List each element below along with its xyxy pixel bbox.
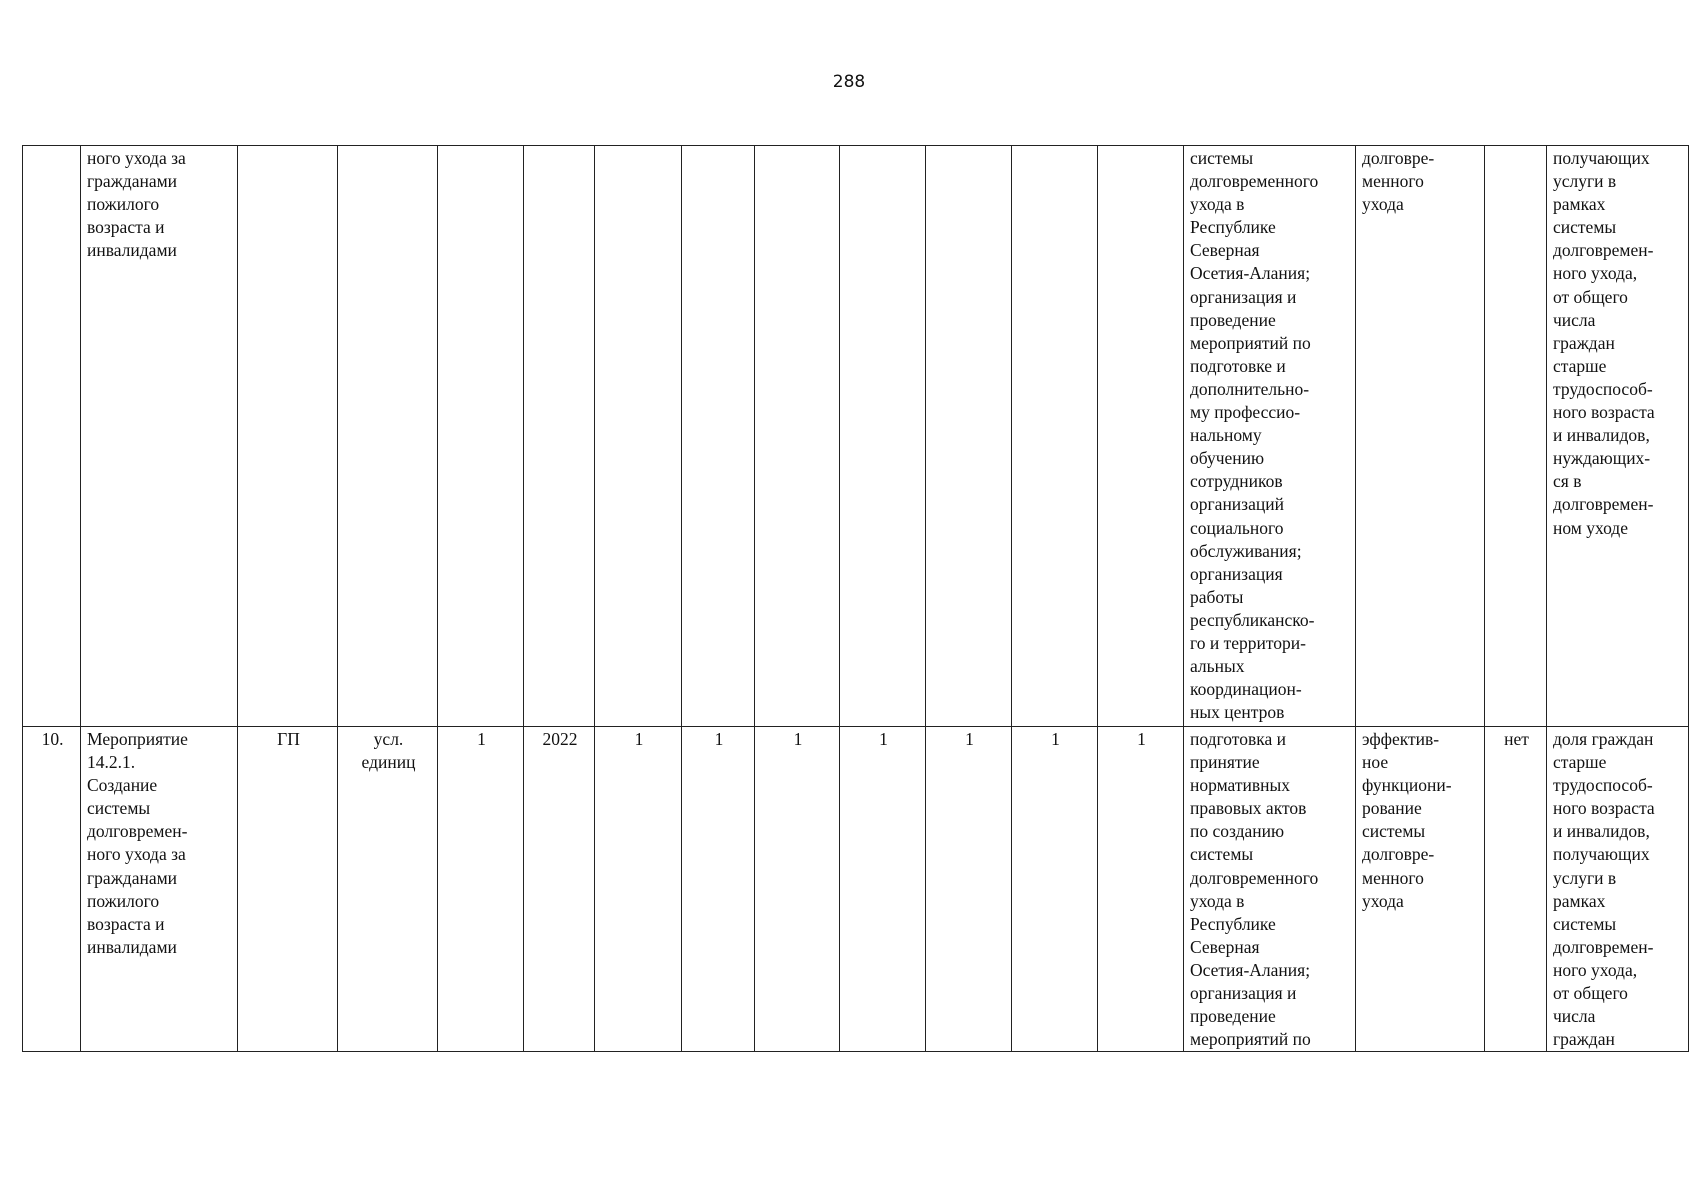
text-line: менного <box>1362 171 1424 192</box>
text-line: долговремен- <box>1553 936 1654 957</box>
cell-result <box>1356 727 1485 1052</box>
text-line: Создание <box>87 775 158 796</box>
cell-value-3 <box>755 146 840 727</box>
cell-value-1: 1 <box>595 727 682 1052</box>
text-line: возраста и <box>87 217 165 238</box>
text-line: долговремен- <box>1553 494 1654 515</box>
cell-tasks-text <box>1190 728 1351 1051</box>
text-line: системы <box>1190 844 1254 865</box>
text-line: усл. <box>373 729 404 749</box>
text-line: трудоспособ- <box>1553 775 1653 796</box>
text-line: системы <box>87 798 151 819</box>
text-line: проведение <box>1190 1006 1276 1027</box>
text-line: организаций <box>1190 494 1284 515</box>
text-line: ное <box>1362 752 1389 773</box>
text-line: ного ухода за <box>87 148 186 168</box>
text-line: долговремен- <box>1553 240 1654 261</box>
text-line: услуги в <box>1553 867 1617 888</box>
text-line: мероприятий по <box>1190 332 1311 353</box>
text-line: организация <box>1190 563 1283 584</box>
cell-base-year: 2022 <box>524 727 595 1052</box>
cell-value-5 <box>926 146 1012 727</box>
program-table <box>22 145 1689 1052</box>
text-line: долговременного <box>1190 171 1319 192</box>
cell-number <box>23 146 81 727</box>
text-line: инвалидами <box>87 936 177 957</box>
cell-value-6: 1 <box>1012 727 1098 1052</box>
text-line: го и территори- <box>1190 632 1306 653</box>
text-line: ных центров <box>1190 702 1285 723</box>
text-line: функциони- <box>1362 775 1452 796</box>
cell-activity <box>81 727 238 1052</box>
cell-indicator <box>1547 146 1689 727</box>
text-line: ного ухода, <box>1553 959 1638 980</box>
text-line: Республике <box>1190 217 1276 238</box>
cell-unit-text <box>344 728 433 774</box>
text-line: и инвалидов, <box>1553 425 1650 446</box>
cell-value-7: 1 <box>1098 727 1184 1052</box>
cell-value-4 <box>840 146 926 727</box>
text-line: 14.2.1. <box>87 752 136 773</box>
text-line: граждан <box>1553 332 1615 353</box>
text-line: рование <box>1362 798 1422 819</box>
text-line: организация и <box>1190 286 1297 307</box>
text-line: ухода в <box>1190 194 1245 215</box>
cell-tasks-text <box>1190 147 1351 724</box>
text-line: социального <box>1190 517 1284 538</box>
text-line: эффектив- <box>1362 729 1440 749</box>
cell-indicator-text <box>1553 147 1684 540</box>
cell-value-6 <box>1012 146 1098 727</box>
text-line: работы <box>1190 586 1244 607</box>
text-line: подготовка и <box>1190 729 1286 749</box>
text-line: долговременного <box>1190 867 1319 888</box>
text-line: системы <box>1190 148 1254 168</box>
text-line: ном уходе <box>1553 517 1628 538</box>
text-line: ухода в <box>1190 890 1245 911</box>
text-line: числа <box>1553 1006 1596 1027</box>
text-line: трудоспособ- <box>1553 378 1653 399</box>
text-line: получающих <box>1553 148 1650 168</box>
cell-base-year <box>524 146 595 727</box>
text-line: долговре- <box>1362 148 1435 168</box>
cell-indicator <box>1547 727 1689 1052</box>
text-line: дополнительно- <box>1190 378 1310 399</box>
text-line: рамках <box>1553 890 1606 911</box>
cell-value-2: 1 <box>682 727 755 1052</box>
text-line: организация и <box>1190 983 1297 1004</box>
text-line: по созданию <box>1190 821 1285 842</box>
cell-value-7 <box>1098 146 1184 727</box>
text-line: долговре- <box>1362 844 1435 865</box>
text-line: ся в <box>1553 471 1582 492</box>
text-line: Осетия-Алания; <box>1190 263 1311 284</box>
text-line: нальному <box>1190 425 1262 446</box>
cell-number: 10. <box>23 727 81 1052</box>
text-line: гражданами <box>87 867 178 888</box>
text-line: ного возраста <box>1553 798 1655 819</box>
cell-indicator-text <box>1553 728 1684 1051</box>
text-line: подготовке и <box>1190 355 1286 376</box>
cell-base-value <box>438 146 524 727</box>
text-line: старше <box>1553 355 1607 376</box>
cell-value-4: 1 <box>840 727 926 1052</box>
text-line: обслуживания; <box>1190 540 1302 561</box>
cell-value-5: 1 <box>926 727 1012 1052</box>
text-line: доля граждан <box>1553 729 1654 749</box>
text-line: старше <box>1553 752 1607 773</box>
cell-tasks <box>1184 727 1356 1052</box>
cell-flag <box>1485 146 1547 727</box>
text-line: проведение <box>1190 309 1276 330</box>
cell-unit <box>338 146 438 727</box>
cell-value-1 <box>595 146 682 727</box>
text-line: рамках <box>1553 194 1606 215</box>
text-line: ного ухода, <box>1553 263 1638 284</box>
text-line: республиканско- <box>1190 609 1315 630</box>
text-line: и инвалидов, <box>1553 821 1650 842</box>
text-line: гражданами <box>87 171 178 192</box>
text-line: системы <box>1362 821 1426 842</box>
text-line: числа <box>1553 309 1596 330</box>
text-line: получающих <box>1553 844 1650 865</box>
cell-executor <box>238 146 338 727</box>
text-line: граждан <box>1553 1029 1615 1050</box>
text-line: системы <box>1553 217 1617 238</box>
text-line: ухода <box>1362 194 1404 215</box>
text-line: ухода <box>1362 890 1404 911</box>
cell-value-3: 1 <box>755 727 840 1052</box>
text-line: Мероприятие <box>87 729 188 749</box>
cell-unit <box>338 727 438 1052</box>
text-line: инвалидами <box>87 240 177 261</box>
text-line: менного <box>1362 867 1424 888</box>
text-line: сотрудников <box>1190 471 1283 492</box>
text-line: Республике <box>1190 913 1276 934</box>
text-line: правовых актов <box>1190 798 1307 819</box>
cell-result-text <box>1362 147 1480 216</box>
text-line: ного возраста <box>1553 402 1655 423</box>
text-line: му профессио- <box>1190 402 1301 423</box>
cell-base-value: 1 <box>438 727 524 1052</box>
text-line: единиц <box>361 752 416 773</box>
table-row <box>23 146 1689 727</box>
cell-result-text <box>1362 728 1480 913</box>
cell-executor: ГП <box>238 727 338 1052</box>
cell-value-2 <box>682 146 755 727</box>
text-line: от общего <box>1553 286 1628 307</box>
text-line: Северная <box>1190 936 1260 957</box>
text-line: Осетия-Алания; <box>1190 959 1311 980</box>
cell-activity-text <box>87 728 233 959</box>
text-line: Северная <box>1190 240 1260 261</box>
text-line: услуги в <box>1553 171 1617 192</box>
text-line: долговремен- <box>87 821 188 842</box>
cell-activity <box>81 146 238 727</box>
text-line: пожилого <box>87 194 160 215</box>
cell-flag: нет <box>1485 727 1547 1052</box>
text-line: от общего <box>1553 983 1628 1004</box>
text-line: альных <box>1190 656 1245 677</box>
table-row <box>23 727 1689 1052</box>
text-line: принятие <box>1190 752 1260 773</box>
text-line: нуждающих- <box>1553 448 1651 469</box>
text-line: обучению <box>1190 448 1265 469</box>
text-line: нормативных <box>1190 775 1291 796</box>
text-line: мероприятий по <box>1190 1029 1311 1050</box>
page-number: 288 <box>832 72 866 92</box>
cell-result <box>1356 146 1485 727</box>
text-line: системы <box>1553 913 1617 934</box>
text-line: ного ухода за <box>87 844 186 865</box>
cell-activity-text <box>87 147 233 262</box>
text-line: пожилого <box>87 890 160 911</box>
text-line: координацион- <box>1190 679 1302 700</box>
text-line: возраста и <box>87 913 165 934</box>
cell-tasks <box>1184 146 1356 727</box>
